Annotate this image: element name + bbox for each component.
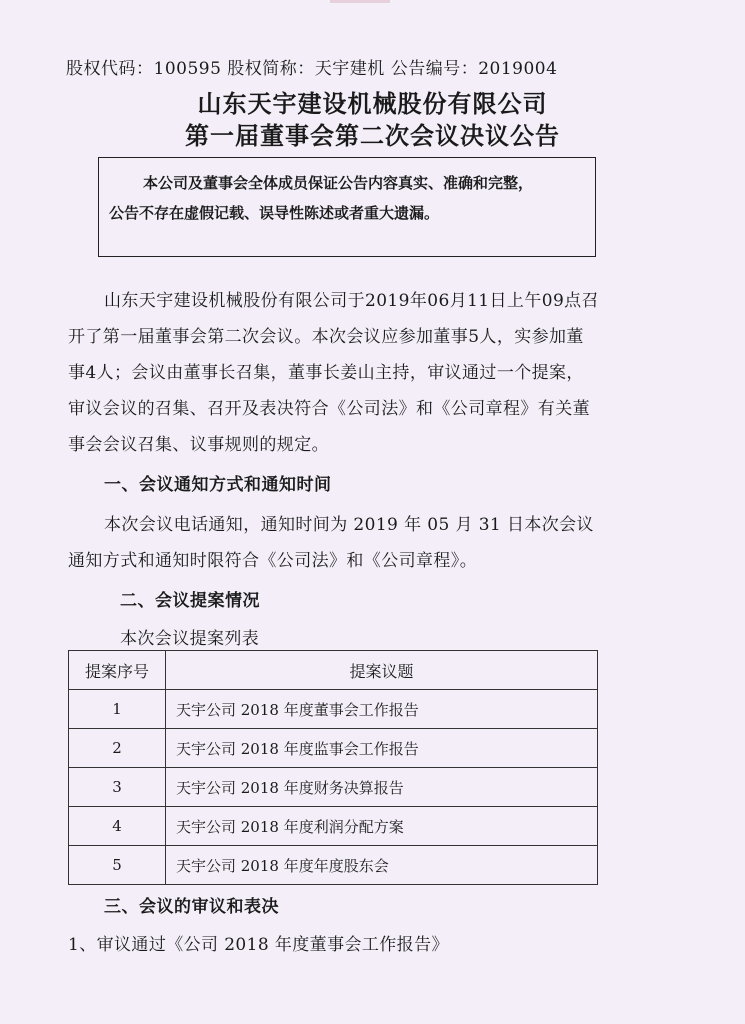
section-heading-notice: 一、会议通知方式和通知时间 [104,475,332,495]
motions-table [68,650,598,885]
motion-number: 3 [69,768,166,807]
column-header-topic: 提案议题 [166,651,598,690]
company-title: 山东天宇建设机械股份有限公司 [197,90,548,118]
motion-topic: 天宇公司 2018 年度财务决算报告 [166,768,598,807]
section-heading-review: 三、会议的审议和表决 [104,897,279,917]
intro-line: 事会会议召集、议事规则的规定。 [68,435,329,455]
scan-artifact [330,0,390,3]
intro-line: 山东天宇建设机械股份有限公司于2019年06月11日上午09点召 [104,291,599,311]
resolution-item-1: 1、审议通过《公司 2018 年度董事会工作报告》 [68,935,449,955]
table-row [69,768,598,807]
motion-number: 5 [69,846,166,885]
motion-number: 1 [69,690,166,729]
table-row [69,807,598,846]
section1-line: 通知方式和通知时限符合《公司法》和《公司章程》。 [68,551,478,571]
section-heading-motions: 二、会议提案情况 [120,591,260,611]
table-header-row [69,651,598,690]
table-caption: 本次会议提案列表 [120,629,260,649]
table-row [69,690,598,729]
announcement-title: 第一届董事会第二次会议决议公告 [185,122,560,150]
disclaimer-line-1: 本公司及董事会全体成员保证公告内容真实、准确和完整， [143,174,534,192]
motion-topic: 天宇公司 2018 年度监事会工作报告 [166,729,598,768]
motion-topic: 天宇公司 2018 年度年度股东会 [166,846,598,885]
intro-line: 审议会议的召集、召开及表决符合《公司法》和《公司章程》有关董 [68,399,590,419]
motion-topic: 天宇公司 2018 年度利润分配方案 [166,807,598,846]
table-row [69,846,598,885]
column-header-number: 提案序号 [69,651,166,690]
disclaimer-box [98,157,596,257]
section1-line: 本次会议电话通知，通知时间为 2019 年 05 月 31 日本次会议 [104,515,594,535]
motion-number: 4 [69,807,166,846]
table-row [69,729,598,768]
intro-line: 开了第一届董事会第二次会议。本次会议应参加董事5人，实参加董 [68,327,584,347]
stock-code-line: 股权代码：100595 股权简称：天宇建机 公告编号：2019004 [66,59,558,79]
disclaimer-line-2: 公告不存在虚假记载、误导性陈述或者重大遗漏。 [109,204,440,222]
motion-topic: 天宇公司 2018 年度董事会工作报告 [166,690,598,729]
intro-line: 事4人；会议由董事长召集，董事长姜山主持，审议通过一个提案， [68,363,584,383]
motion-number: 2 [69,729,166,768]
